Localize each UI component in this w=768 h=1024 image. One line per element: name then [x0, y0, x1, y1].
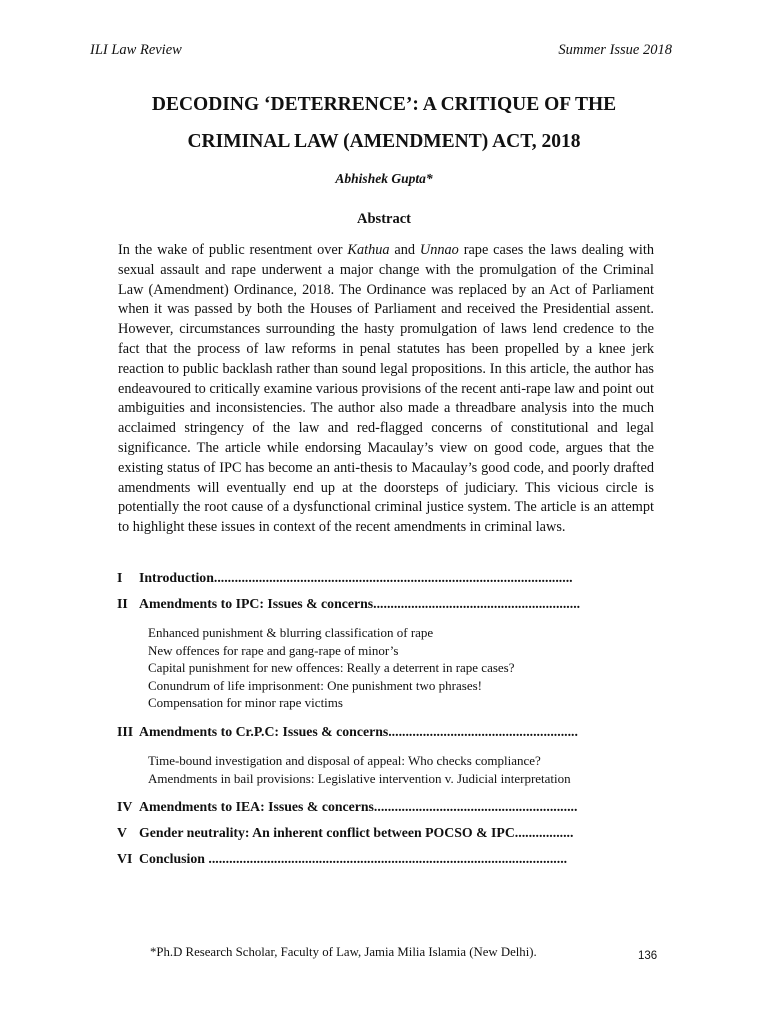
- toc-entry-conclusion: [117, 849, 637, 868]
- toc-entry-ipc: [117, 594, 637, 613]
- toc-subitem: Amendments in bail provisions: Legislative intervention v. Judicial interpretation: [148, 770, 571, 786]
- toc-crpc-subsections: [148, 752, 637, 787]
- toc-ipc-subsections: [148, 624, 637, 712]
- toc-subitem: Conundrum of life imprisonment: One punishment two phrases!: [148, 677, 482, 693]
- toc-number: III: [117, 723, 134, 739]
- toc-entry-crpc: [117, 722, 637, 741]
- toc-subitem: Time-bound investigation and disposal of appeal: Who checks compliance?: [148, 752, 541, 768]
- title-line-2: CRIMINAL LAW (AMENDMENT) ACT, 2018: [187, 131, 581, 152]
- issue-label: Summer Issue 2018: [558, 42, 672, 58]
- toc-entry-introduction: [117, 568, 637, 587]
- running-head: [90, 42, 672, 59]
- abstract-heading: Abstract: [357, 211, 411, 227]
- toc-entry-iea: [117, 797, 637, 816]
- abstract-unnao: Unnao: [419, 242, 459, 258]
- abstract-kathua: Kathua: [347, 242, 390, 258]
- table-of-contents: [117, 568, 637, 875]
- toc-text: Amendments to IPC: Issues & concerns............................................................: [139, 596, 581, 611]
- abstract-text-3: rape cases the laws dealing with sexual assault and rape underwent a major change with the promulgation of the Criminal Law (Amendment) Ordinance, 2018. The Ordinance was replaced by an Act of Parliament when it was passed by both the Houses of Parliament and received the Presidential assent. However, circumstances surrounding the hasty promulgation of laws lend credence to the fact that the process of law reforms in penal statutes has been propelled by a knee jerk reaction to public backlash rather than sound legal propositions. In this article, the author has endeavoured to critically examine various provisions of the recent anti-rape law and point out ambiguities and inconsistencies. The author also made a threadbare analysis into the much acclaimed stringency of the law and red-flagged concerns of constitutional and legal significance. The article while endorsing Macaulay’s view on good code, argues that the existing status of IPC has become an anti-thesis to Macaulay’s good code, and poorly drafted amendments will eventually end up at the doorsteps of judiciary. This vicious circle is potentially the root cause of a dysfunctional criminal justice system. The article is an attempt to highlight these issues in context of the recent amendments in criminal laws.: [118, 242, 654, 536]
- toc-text: Amendments to IEA: Issues & concerns...........................................................: [139, 799, 578, 815]
- toc-number: V: [117, 825, 127, 841]
- toc-entry-gender-neutrality: [117, 823, 637, 842]
- footnote: *Ph.D Research Scholar, Faculty of Law, Jamia Milia Islamia (New Delhi).: [150, 945, 537, 959]
- toc-text: Introduction........................................................................................................: [139, 570, 573, 585]
- article-title: [60, 86, 708, 160]
- toc-text: Gender neutrality: An inherent conflict between POCSO & IPC.................: [139, 825, 574, 841]
- toc-text: Amendments to Cr.P.C: Issues & concerns.......................................................: [139, 723, 578, 739]
- author-name: Abhishek Gupta*: [335, 171, 433, 186]
- page-number: 136: [638, 950, 658, 962]
- toc-number: VI: [117, 851, 133, 867]
- title-line-1: DECODING ‘DETERRENCE’: A CRITIQUE OF THE: [151, 94, 617, 115]
- abstract-body: [118, 241, 654, 538]
- journal-name: ILI Law Review: [90, 42, 182, 58]
- toc-number: I: [117, 570, 123, 585]
- toc-subitem: Capital punishment for new offences: Really a deterrent in rape cases?: [148, 660, 515, 676]
- toc-subitem: New offences for rape and gang-rape of minor’s: [148, 642, 399, 658]
- abstract-text-1: In the wake of public resentment over: [118, 242, 348, 258]
- abstract-text-2: and: [389, 242, 420, 258]
- toc-number: IV: [117, 799, 133, 815]
- toc-subitem: Compensation for minor rape victims: [148, 695, 343, 711]
- toc-number: II: [117, 596, 128, 611]
- toc-text: Conclusion ........................................................................................................: [139, 851, 568, 867]
- toc-subitem: Enhanced punishment & blurring classification of rape: [148, 625, 434, 640]
